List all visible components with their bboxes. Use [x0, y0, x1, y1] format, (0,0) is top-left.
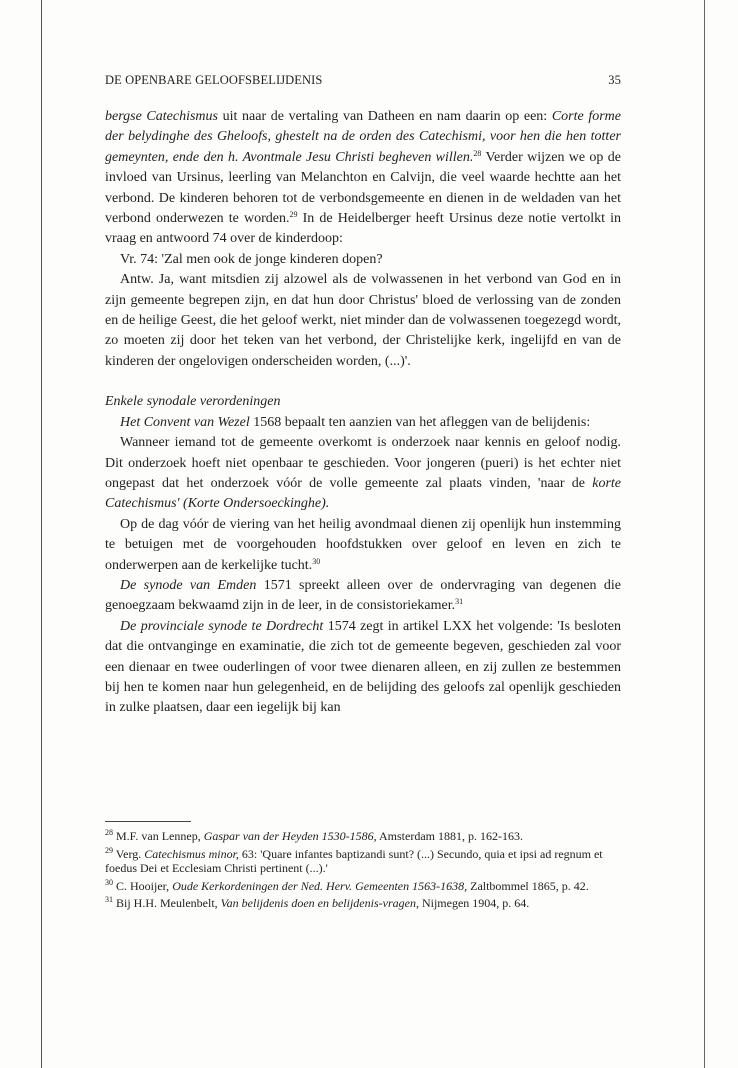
footnote-31 [105, 896, 621, 911]
italic-title: korte Catechismus' (Korte Ondersoeckinghe). [105, 475, 621, 512]
paragraph-emden [105, 576, 621, 617]
section-heading-text: Enkele synodale verordeningen [105, 394, 281, 410]
text-span: uit naar de vertaling van Datheen en nam daarin op een: [217, 109, 552, 124]
text-span: Op de dag vóór de viering van het heilig avondmaal dienen zij openlijk hun instemming te betuigen met de voorgehouden hoofdstukken over geloof en leven en zich te onderwerpen aan de kerkelijke tucht. [105, 516, 621, 573]
paragraph-wezel [105, 413, 621, 433]
body-text [105, 107, 621, 719]
text-span: 63: 'Quare infantes baptizandi sunt? (...) Secundo, quia et ipsi ad regnum et foedus Dei et Ecclesiam Christi pertinent (...).' [105, 846, 603, 876]
text-span: Wanneer iemand tot de gemeente overkomt is onderzoek naar kennis en geloof nodig. Dit onderzoek hoeft niet openbaar te geschieden. Voor jongeren (pueri) is het echter niet ongepast dat het onderzoek vóór de volle gemeente zal plaats vinden, 'naar de [105, 435, 621, 491]
text-span: M.F. van Lennep, [113, 829, 204, 843]
text-span: In de Heidelberger heeft Ursinus deze notie vertolkt in vraag en antwoord 74 over de kinderdoop: [105, 211, 621, 247]
paragraph-1 [105, 107, 621, 250]
text-span: 1574 zegt in artikel LXX het volgende: 'Is besloten dat die ontvanginge en examinatie, die zich tot de gemeente begeven, geschieden zal voor een dienaar en twee ouderlingen of voor twee dienaren alleen, en zij zullen ze bestemmen bij hen te komen naar hun gelegenheid, en de belijding des geloofs zal openlijk geschieden in zulke plaatsen, daar een iegelijk bij kan [105, 618, 622, 716]
footnote-28 [105, 829, 621, 844]
text-span: C. Hooijer, [113, 878, 173, 893]
footnote-29 [105, 847, 621, 876]
italic-title: bergse Catechismus [105, 109, 218, 124]
footnote-number: 29 [105, 845, 113, 855]
text-span: Bij H.H. Meulenbelt, [113, 896, 221, 911]
footnote-ref: 30 [312, 556, 321, 566]
footnotes [105, 829, 621, 914]
text-span: Zaltbommel 1865, p. 42. [467, 878, 589, 893]
text-span: 1568 bepaalt ten aanzien van het afleggen van de belijdenis: [249, 414, 591, 430]
right-margin-rule [704, 0, 705, 1068]
footnote-ref: 31 [455, 597, 464, 607]
italic-title: Corte forme der belydinghe des Gheloofs, ghestelt na de orden des Catechismi, voor hen die hen totter gemeynten, ende den h. Avontmale Jesu Christi begheven willen. [105, 109, 621, 165]
section-heading [105, 392, 621, 412]
running-header-title: DE OPENBARE GELOOFSBELIJDENIS [105, 73, 323, 87]
text-span: Nijmegen 1904, p. 64. [418, 896, 530, 911]
text-span: 1571 spreekt alleen over de ondervraging van degenen die genoegzaam bekwaamd zijn in de leer, in de consistoriekamer. [105, 577, 622, 614]
italic-title: Van belijdenis doen en belijdenis-vragen, [220, 896, 419, 911]
footnote-ref: 29 [289, 210, 298, 220]
left-margin-rule [41, 0, 42, 1068]
paragraph-answer: Antw. Ja, want mitsdien zij alzowel als de volwassenen in het verbond van God en in zijn gemeente begrepen zijn, en dat hun door Christus' bloed de verlossing van de zonden en de heilige Geest, die het geloof werkt, niet minder dan de volwassenen toegezegd wordt, zo moeten zij door het teken van het verbond, der Christelijke kerk, ingelijfd en van de kinderen der ongelovigen onderscheiden worden, (...)'. [105, 272, 621, 369]
paragraph-onderzoek [105, 433, 621, 515]
italic-title: De provinciale synode te Dordrecht [120, 618, 324, 634]
text-span: Verder wijzen we op de invloed van Ursinus, leerling van Melanchton en Calvijn, die veel waarde hechtte aan het verbond. De kinderen behoren tot de verbondsgemeente en dienen in de weldaden van het verbond onderwezen te worden. [105, 149, 621, 227]
footnote-number: 31 [105, 895, 113, 905]
page-number: 35 [608, 73, 621, 87]
text-span: Verg. [113, 846, 145, 861]
text-span: Amsterdam 1881, p. 162-163. [376, 829, 523, 843]
italic-title: Catechismus minor, [144, 846, 239, 861]
italic-title: Gaspar van der Heyden 1530-1586, [203, 829, 377, 843]
footnote-number: 30 [105, 877, 113, 887]
footnote-separator [105, 821, 191, 822]
footnote-ref: 28 [473, 148, 482, 158]
paragraph-avondmaal [105, 515, 621, 576]
italic-title: Oude Kerkordeningen der Ned. Herv. Gemeenten 1563-1638, [172, 878, 468, 893]
italic-title: De synode van Emden [120, 577, 257, 593]
footnote-30 [105, 879, 621, 894]
paragraph-dordrecht [105, 617, 621, 719]
footnote-number: 28 [105, 828, 113, 837]
paragraph-question: Vr. 74: 'Zal men ook de jonge kinderen dopen? [120, 251, 383, 267]
italic-title: Het Convent van Wezel [120, 414, 250, 430]
